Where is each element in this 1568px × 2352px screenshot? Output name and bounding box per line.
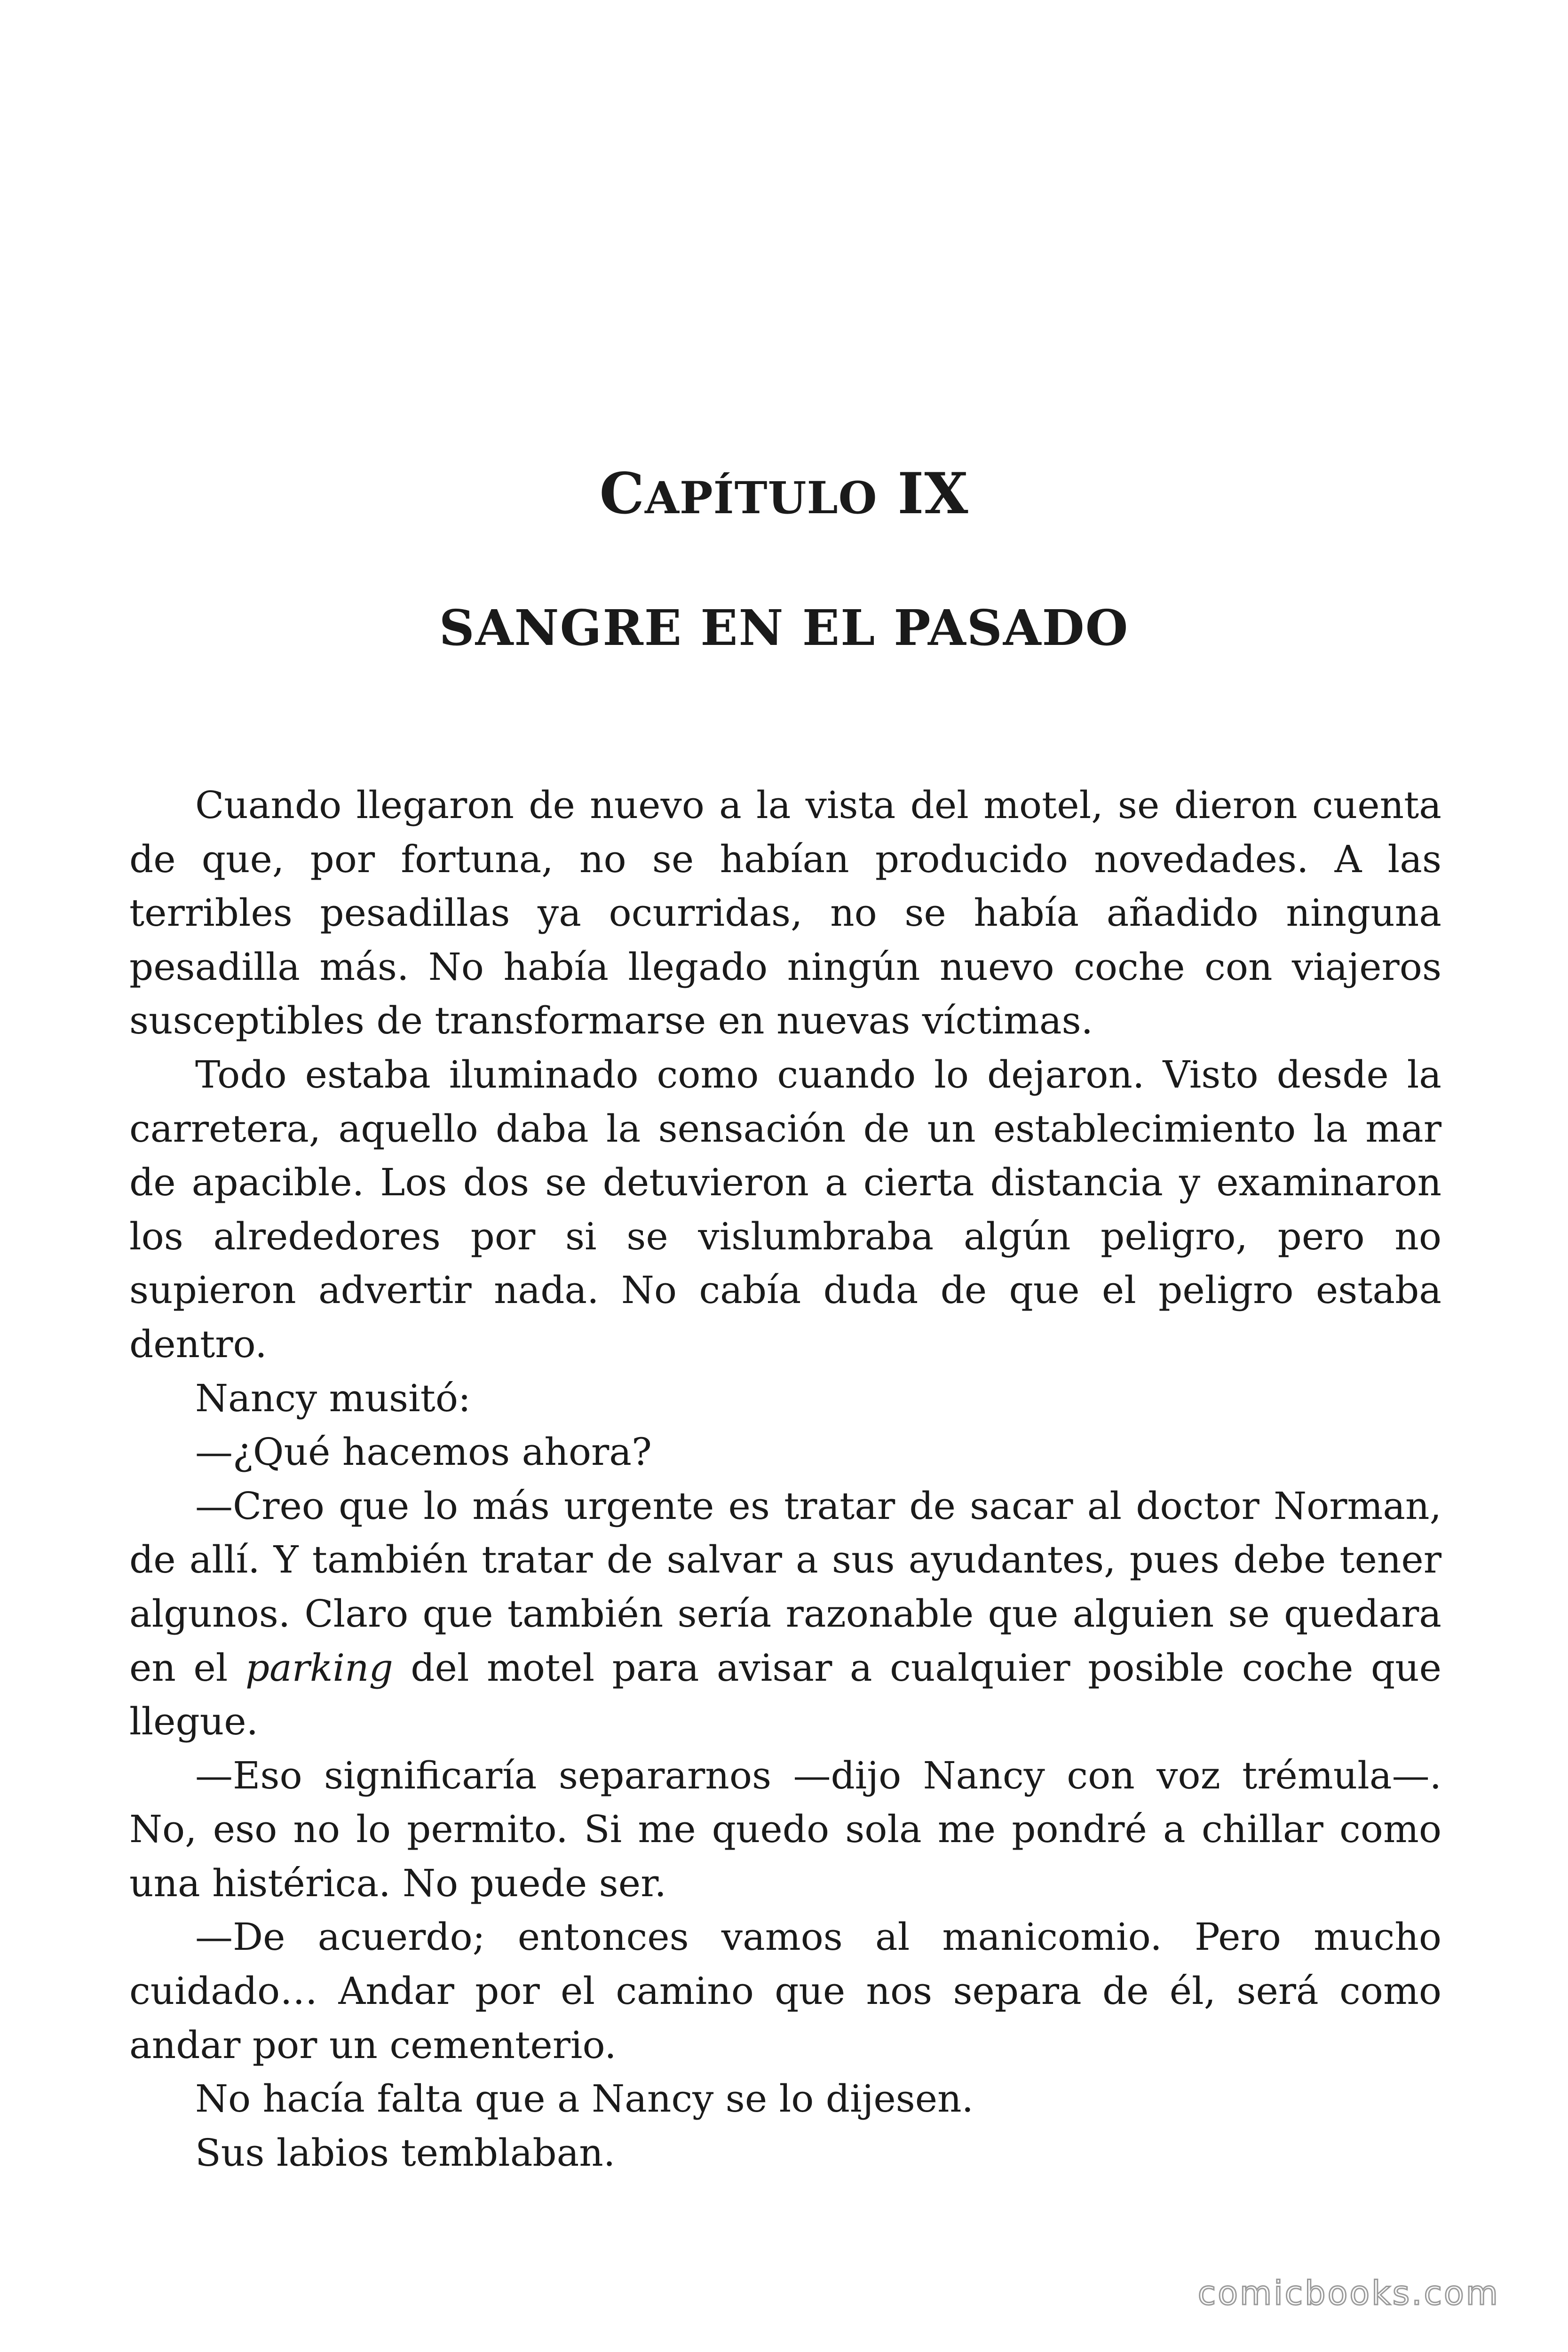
watermark: comicbooks.com <box>1197 2274 1500 2312</box>
paragraph: Cuando llegaron de nuevo a la vista del motel, se dieron cuenta de que, por fortuna, no se habían producido novedades. A las terribles pesadillas ya ocurridas, no se había añadido ninguna pesadilla más. No había llegado ningún nuevo coche con viajeros susceptibles de transformarse en nuevas víctimas. <box>129 783 1441 1043</box>
paragraph: No hacía falta que a Nancy se lo dijesen. <box>195 2077 974 2121</box>
chapter-numeral: IX <box>897 461 969 527</box>
paragraph: —Eso significaría separarnos —dijo Nancy con voz trémula—. No, eso no lo permito. Si me quedo sola me pondré a chillar como una histérica. No puede ser. <box>129 1753 1441 1905</box>
chapter-label-initial: C <box>599 461 645 527</box>
paragraph: —¿Qué hacemos ahora? <box>195 1430 652 1474</box>
chapter-heading <box>0 459 1568 533</box>
paragraph: —De acuerdo; entonces vamos al manicomio. Pero mucho cuidado… Andar por el camino que nos separa de él, será como andar por un cementerio. <box>129 1915 1441 2067</box>
body-text <box>129 779 1441 2180</box>
paragraph <box>129 1479 1441 1749</box>
chapter-label-rest: APÍTULO <box>644 472 878 524</box>
italic-term: parking <box>245 1645 393 1690</box>
paragraph-text: del motel para avisar a cualquier posible coche que llegue. <box>129 1645 1442 1744</box>
paragraph: Sus labios temblaban. <box>195 2130 616 2175</box>
paragraph-text: —Creo que lo más urgente es tratar de sacar al doctor Norman, de allí. Y también tratar de salvar a sus ayudantes, pues debe tener algunos. Claro que también sería razonable que alguien se quedara en el <box>129 1484 1441 1690</box>
paragraph: Todo estaba iluminado como cuando lo dejaron. Visto desde la carretera, aquello daba la sensación de un establecimiento la mar de apacible. Los dos se detuvieron a cierta distancia y examinaron los alrededores por si se vislumbraba algún peligro, pero no supieron advertir nada. No cabía duda de que el peligro estaba dentro. <box>129 1052 1441 1366</box>
chapter-title: SANGRE EN EL PASADO <box>439 599 1129 657</box>
paragraph: Nancy musitó: <box>195 1376 471 1420</box>
